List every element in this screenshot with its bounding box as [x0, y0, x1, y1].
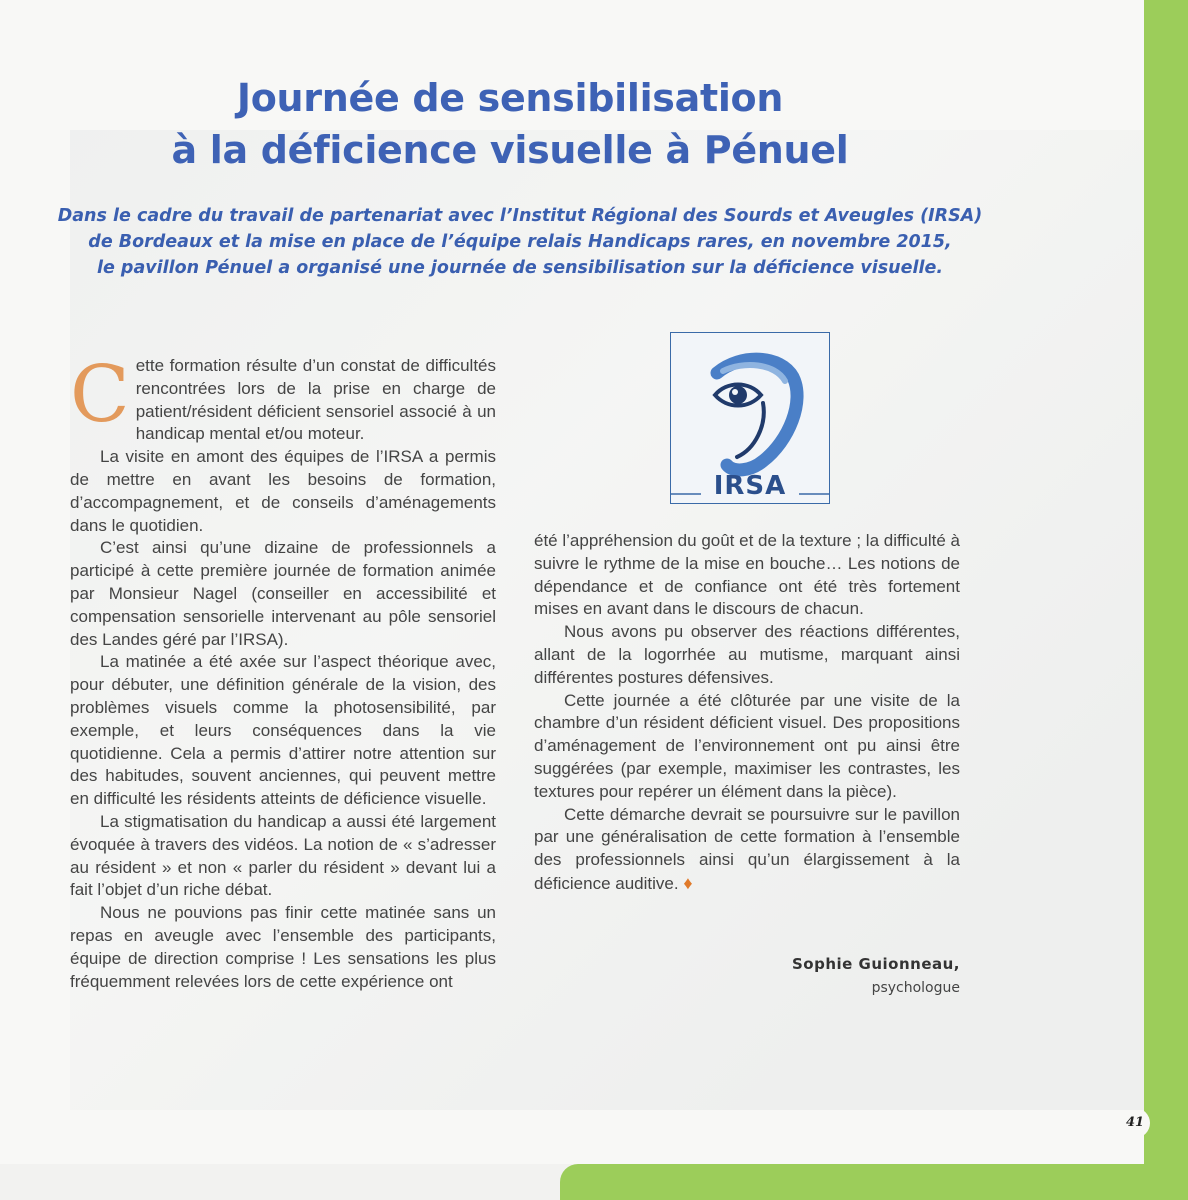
text-column-left: [70, 350, 496, 993]
signature: [792, 955, 960, 996]
paragraph-7: été l’appréhension du goût et de la texture ; la difficulté à suivre le rythme de la mise en bouche… Les notions de dépendance et de confiance ont été très fortement mises en avant dans le discours de chacun.: [534, 531, 960, 619]
paragraph-2: La visite en amont des équipes de l’IRSA a permis de mettre en avant les besoins de formation, d’accompagnement, et de conseils d’aménagements dans le quotidien.: [70, 447, 496, 535]
intro-line-3: le pavillon Pénuel a organisé une journée de sensibilisation sur la déficience visuelle.: [96, 258, 944, 278]
paragraph-10: [534, 804, 960, 896]
text-column-right: [534, 530, 960, 896]
irsa-logo: [670, 332, 830, 504]
title-line-1: Journée de sensibilisation: [236, 76, 784, 120]
paragraph-3: C’est ainsi qu’une dizaine de professionnels a participé à cette première journée de formation animée par Monsieur Nagel (conseiller en accessibilité et compensation sensorielle intervenant au pôle sensoriel des Landes géré par l’IRSA).: [70, 538, 496, 649]
paragraph-6: Nous ne pouvions pas finir cette matinée sans un repas en aveugle avec l’ensemble des participants, équipe de direction comprise ! Les sensations les plus fréquemment relevées lors de cette expérience ont: [70, 903, 496, 991]
author-role: psychologue: [871, 980, 960, 996]
green-side-band: [1144, 0, 1188, 1200]
paragraph-10-text: Cette démarche devrait se poursuivre sur le pavillon par une généralisation de cette formation à l’ensemble des professionnels ainsi qu’un élargissement à la déficience auditive.: [534, 804, 960, 893]
end-diamond-icon: ♦: [683, 872, 693, 893]
paragraph-9: Cette journée a été clôturée par une visite de la chambre d’un résident déficient visuel. Des propositions d’aménagement de l’environnement ont pu ainsi être suggérées (par exemple, maximiser les contrastes, les textures pour repérer un élément dans la pièce).: [534, 690, 960, 801]
paragraph-8: Nous avons pu observer des réactions différentes, allant de la logorrhée au mutisme, marquant ainsi différentes postures défensives.: [534, 622, 960, 687]
author-name: Sophie Guionneau,: [791, 955, 960, 973]
green-bottom-band: [560, 1164, 1188, 1200]
paragraph-4: La matinée a été axée sur l’aspect théorique avec, pour débuter, une définition générale de la vision, des problèmes visuels comme la photosensibilité, par exemple, et leurs conséquences dans la vie quotidienne. Cela a permis d’attirer notre attention sur des habitudes, souvent anciennes, qui peuvent mettre en difficulté les résidents atteints de déficience visuelle.: [70, 652, 496, 809]
title-line-2: à la déficience visuelle à Pénuel: [171, 128, 849, 172]
logo-text: IRSA: [713, 471, 787, 501]
paragraph-1: [70, 350, 496, 446]
page-title: [0, 72, 1020, 176]
intro-paragraph: [40, 203, 1000, 281]
intro-line-1: Dans le cadre du travail de partenariat avec l’Institut Régional des Sourds et Aveugles (IRSA): [57, 206, 983, 226]
intro-line-2: de Bordeaux et la mise en place de l’équipe relais Handicaps rares, en novembre 2015,: [88, 232, 952, 252]
page-number: 41: [1126, 1115, 1145, 1130]
paragraph-1-text: ette formation résulte d’un constat de difficultés rencontrées lors de la prise en charge de patient/résident déficient sensoriel associé à un handicap mental et/ou moteur.: [135, 356, 496, 444]
drop-cap: C: [70, 350, 130, 440]
paragraph-5: La stigmatisation du handicap a aussi été largement évoquée à travers des vidéos. La notion de « s’adresser au résident » et non « parler du résident » devant lui a fait l’objet d’un riche débat.: [70, 811, 496, 900]
